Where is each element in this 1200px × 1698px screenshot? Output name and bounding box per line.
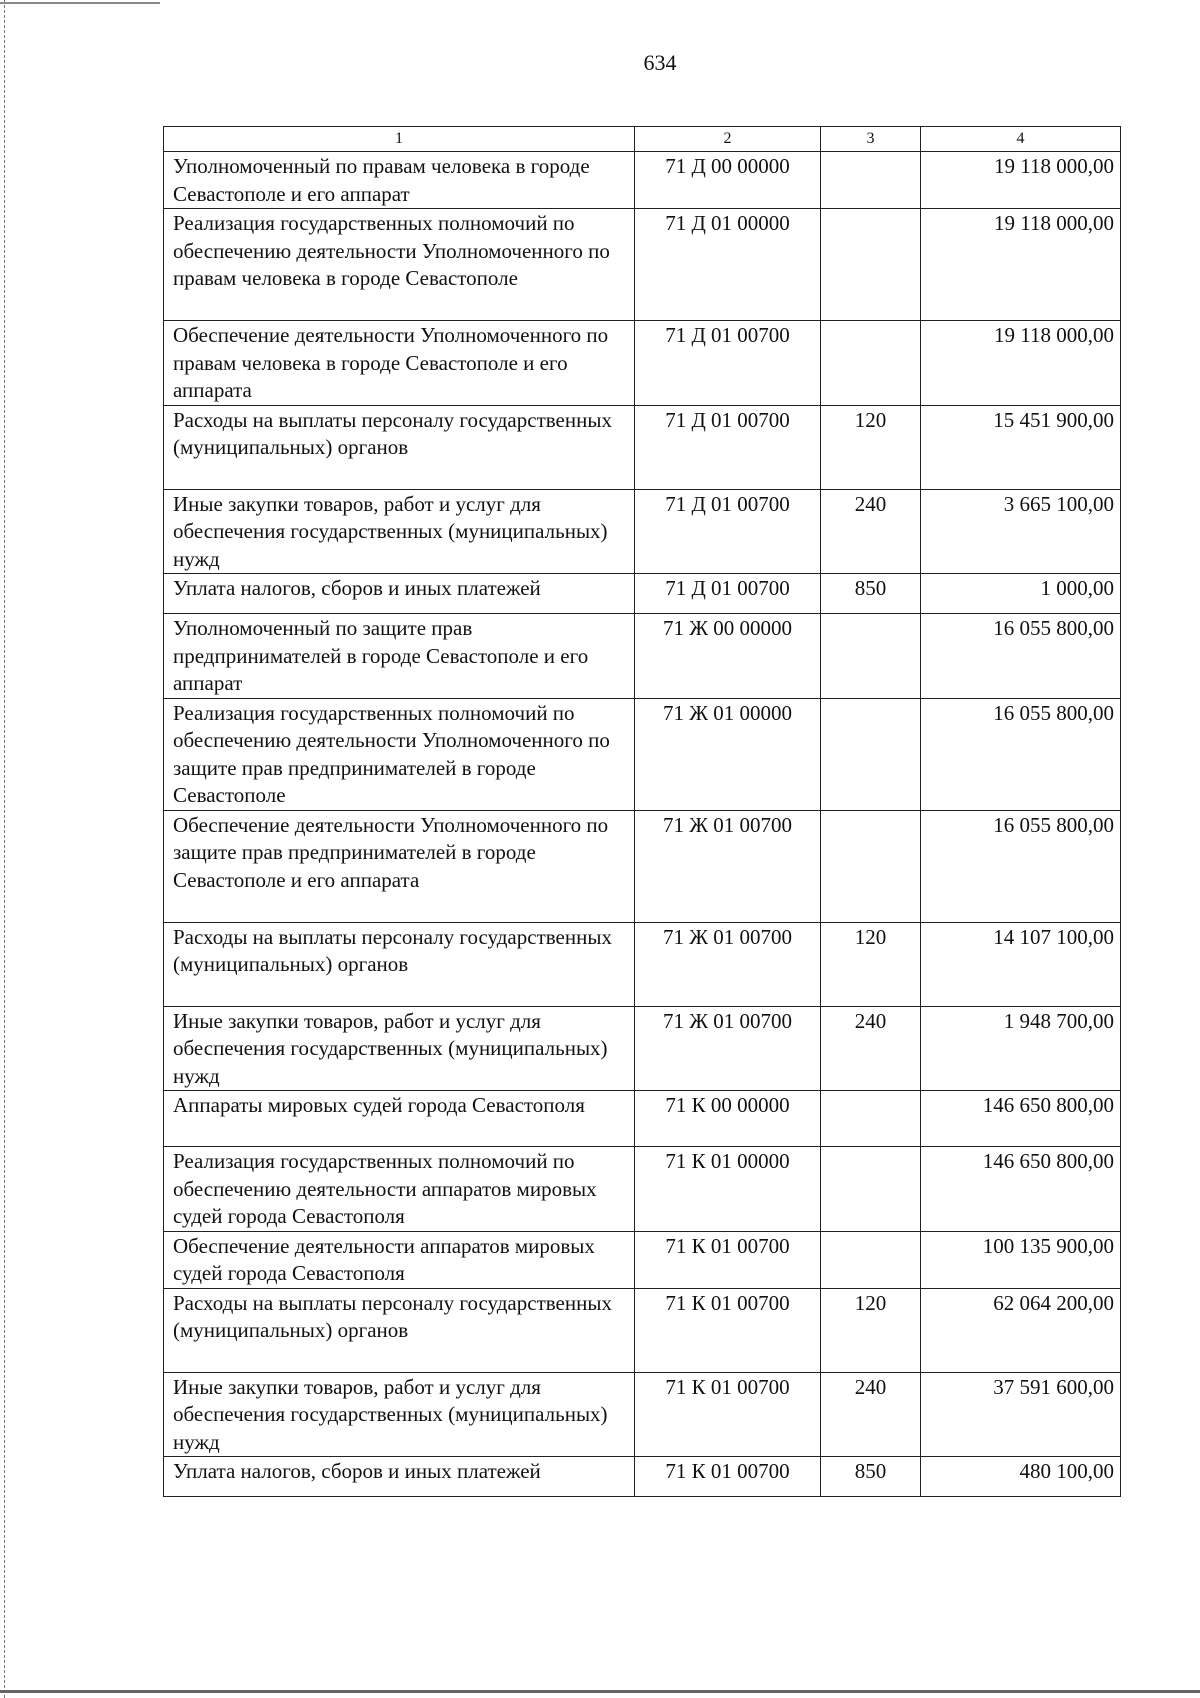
row-amount: 19 118 000,00 [921, 152, 1121, 209]
row-name: Расходы на выплаты персоналу государственных (муниципальных) органов [164, 405, 635, 489]
table-row [164, 1457, 1121, 1497]
table-row [164, 1091, 1121, 1147]
row-expense-type [821, 152, 921, 209]
row-expense-type: 850 [821, 574, 921, 614]
row-code: 71 К 00 00000 [635, 1091, 821, 1147]
header-row [164, 127, 1121, 152]
row-expense-type: 240 [821, 1372, 921, 1457]
row-code: 71 Д 01 00700 [635, 405, 821, 489]
row-code: 71 К 01 00700 [635, 1457, 821, 1497]
row-code: 71 Д 01 00700 [635, 574, 821, 614]
row-amount: 146 650 800,00 [921, 1091, 1121, 1147]
row-name: Уплата налогов, сборов и иных платежей [164, 574, 635, 614]
table-row [164, 405, 1121, 489]
row-expense-type [821, 1231, 921, 1288]
table-row [164, 489, 1121, 574]
row-expense-type [821, 209, 921, 321]
budget-table [163, 126, 1121, 1497]
row-expense-type: 120 [821, 405, 921, 489]
row-expense-type [821, 1091, 921, 1147]
row-amount: 62 064 200,00 [921, 1288, 1121, 1372]
row-name: Расходы на выплаты персоналу государственных (муниципальных) органов [164, 922, 635, 1006]
table-row [164, 321, 1121, 406]
table-row [164, 698, 1121, 810]
row-expense-type: 120 [821, 1288, 921, 1372]
row-name: Реализация государственных полномочий по обеспечению деятельности Уполномоченного по правам человека в городе Севастополе [164, 209, 635, 321]
row-name: Реализация государственных полномочий по обеспечению деятельности Уполномоченного по защите прав предпринимателей в городе Севастополе [164, 698, 635, 810]
row-name: Иные закупки товаров, работ и услуг для обеспечения государственных (муниципальных) нужд [164, 489, 635, 574]
row-name: Обеспечение деятельности аппаратов мировых судей города Севастополя [164, 1231, 635, 1288]
row-amount: 3 665 100,00 [921, 489, 1121, 574]
row-expense-type [821, 1147, 921, 1232]
row-expense-type [821, 614, 921, 699]
row-amount: 16 055 800,00 [921, 698, 1121, 810]
row-amount: 14 107 100,00 [921, 922, 1121, 1006]
row-amount: 480 100,00 [921, 1457, 1121, 1497]
scan-top-edge [0, 2, 160, 4]
row-name: Уплата налогов, сборов и иных платежей [164, 1457, 635, 1497]
row-expense-type: 240 [821, 1006, 921, 1091]
row-expense-type [821, 698, 921, 810]
row-amount: 1 948 700,00 [921, 1006, 1121, 1091]
table-row [164, 209, 1121, 321]
header-col-3: 3 [821, 127, 921, 152]
row-expense-type: 850 [821, 1457, 921, 1497]
row-code: 71 Ж 01 00700 [635, 922, 821, 1006]
row-code: 71 К 01 00700 [635, 1372, 821, 1457]
row-code: 71 К 01 00700 [635, 1231, 821, 1288]
row-name: Аппараты мировых судей города Севастополя [164, 1091, 635, 1147]
table-row [164, 574, 1121, 614]
table-row [164, 1288, 1121, 1372]
row-name: Реализация государственных полномочий по обеспечению деятельности аппаратов мировых судей города Севастополя [164, 1147, 635, 1232]
row-code: 71 Д 00 00000 [635, 152, 821, 209]
row-amount: 1 000,00 [921, 574, 1121, 614]
row-amount: 19 118 000,00 [921, 209, 1121, 321]
scan-left-edge [4, 0, 5, 1698]
header-col-2: 2 [635, 127, 821, 152]
row-name: Уполномоченный по защите прав предпринимателей в городе Севастополе и его аппарат [164, 614, 635, 699]
row-amount: 16 055 800,00 [921, 614, 1121, 699]
table-row [164, 1231, 1121, 1288]
row-amount: 100 135 900,00 [921, 1231, 1121, 1288]
header-col-1: 1 [164, 127, 635, 152]
row-amount: 16 055 800,00 [921, 810, 1121, 922]
row-name: Обеспечение деятельности Уполномоченного по защите прав предпринимателей в городе Севастополе и его аппарата [164, 810, 635, 922]
row-name: Уполномоченный по правам человека в городе Севастополе и его аппарат [164, 152, 635, 209]
table-row [164, 1372, 1121, 1457]
row-amount: 15 451 900,00 [921, 405, 1121, 489]
table-row [164, 614, 1121, 699]
row-code: 71 Д 01 00000 [635, 209, 821, 321]
table-row [164, 922, 1121, 1006]
row-expense-type: 120 [821, 922, 921, 1006]
row-code: 71 К 01 00700 [635, 1288, 821, 1372]
row-name: Иные закупки товаров, работ и услуг для обеспечения государственных (муниципальных) нужд [164, 1372, 635, 1457]
row-code: 71 Ж 01 00700 [635, 1006, 821, 1091]
table-row [164, 1147, 1121, 1232]
table-row [164, 1006, 1121, 1091]
row-expense-type: 240 [821, 489, 921, 574]
row-code: 71 Ж 01 00000 [635, 698, 821, 810]
row-amount: 37 591 600,00 [921, 1372, 1121, 1457]
row-expense-type [821, 321, 921, 406]
table-row [164, 152, 1121, 209]
row-code: 71 Ж 00 00000 [635, 614, 821, 699]
header-col-4: 4 [921, 127, 1121, 152]
page-number: 634 [643, 50, 677, 75]
row-amount: 146 650 800,00 [921, 1147, 1121, 1232]
row-code: 71 Д 01 00700 [635, 321, 821, 406]
row-code: 71 К 01 00000 [635, 1147, 821, 1232]
row-amount: 19 118 000,00 [921, 321, 1121, 406]
scan-bottom-edge [0, 1690, 1200, 1693]
row-expense-type [821, 810, 921, 922]
row-code: 71 Д 01 00700 [635, 489, 821, 574]
row-code: 71 Ж 01 00700 [635, 810, 821, 922]
row-name: Обеспечение деятельности Уполномоченного по правам человека в городе Севастополе и его аппарата [164, 321, 635, 406]
row-name: Иные закупки товаров, работ и услуг для обеспечения государственных (муниципальных) нужд [164, 1006, 635, 1091]
table-row [164, 810, 1121, 922]
table-body [164, 152, 1121, 1497]
row-name: Расходы на выплаты персоналу государственных (муниципальных) органов [164, 1288, 635, 1372]
table-header [164, 127, 1121, 152]
